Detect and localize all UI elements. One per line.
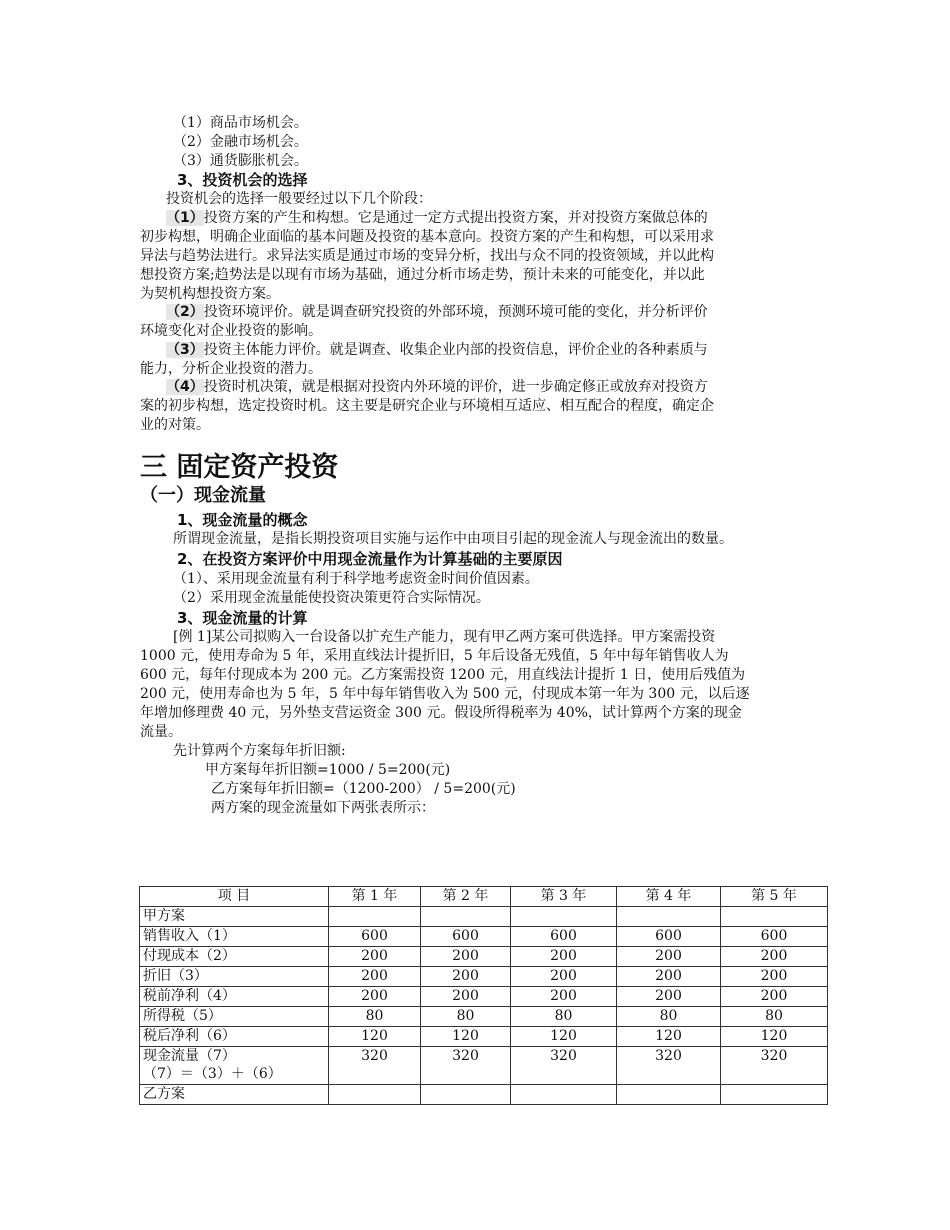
stage-text: 投资环境评价。就是调查研究投资的外部环境，预测环境可能的变化，并分析评价: [203, 304, 708, 320]
row-label: 所得税（5）: [140, 1007, 329, 1027]
section-heading: 3、投资机会的选择: [177, 171, 308, 189]
formula: 甲方案每年折旧额=1000 / 5=200(元): [205, 762, 451, 778]
row-label: [140, 1047, 329, 1085]
plan-label: 甲方案: [140, 907, 329, 927]
table-cell: 200: [721, 987, 828, 1007]
paragraph-line: 能力，分析企业投资的潜力。: [140, 361, 322, 377]
table-row: [140, 1027, 828, 1047]
stage-text: 投资主体能力评价。就是调查、收集企业内部的投资信息，评价企业的各种素质与: [203, 342, 708, 358]
subsection-title: （一）现金流量: [140, 485, 266, 506]
table-cell: 320: [421, 1047, 511, 1085]
table-cell: 120: [511, 1027, 617, 1047]
paragraph-line: 案的初步构想，选定投资时机。这主要是研究企业与环境相互适应、相互配合的程度，确定企: [140, 398, 714, 414]
chapter-title: 三 固定资产投资: [140, 452, 339, 483]
table-cell: 80: [329, 1007, 421, 1027]
paragraph: 所谓现金流量，是指长期投资项目实施与运作中由项目引起的现金流人与现金流出的数量。: [173, 531, 733, 547]
paragraph-line: 业的对策。: [140, 417, 210, 433]
table-cell: 200: [421, 947, 511, 967]
table-row: [140, 967, 828, 987]
table-cell: 200: [511, 947, 617, 967]
table-cell: 200: [721, 947, 828, 967]
table-cell: 200: [511, 967, 617, 987]
table-row: [140, 1047, 828, 1085]
table-cell: 80: [721, 1007, 828, 1027]
paragraph-line: 初步构想，明确企业面临的基本问题及投资的基本意向。投资方案的产生和构想，可以采用求: [140, 229, 714, 245]
stage-number: （1）: [166, 210, 204, 226]
list-item: （1）、采用现金流量有利于科学地考虑资金时间价值因素。: [173, 571, 539, 587]
table-cell: 600: [329, 927, 421, 947]
table-cell: 200: [421, 987, 511, 1007]
column-header: 第 1 年: [329, 887, 421, 907]
paragraph-line: 年增加修理费 40 元，另外垫支营运资金 300 元。假设所得税率为 40%，试计算两个方案的现金: [140, 705, 742, 721]
paragraph-line: 200 元，使用寿命也为 5 年，5 年中每年销售收入为 500 元，付现成本第一年为 300 元，以后逐: [140, 686, 750, 702]
table-cell: 120: [617, 1027, 721, 1047]
opportunity-item: （3）通货膨胀机会。: [173, 153, 308, 169]
row-label: 税后净利（6）: [140, 1027, 329, 1047]
section-heading: 2、在投资方案评价中用现金流量作为计算基础的主要原因: [177, 550, 563, 568]
table-row: [140, 1085, 828, 1105]
table-cell: 320: [329, 1047, 421, 1085]
table-cell: 200: [421, 967, 511, 987]
paragraph: 两方案的现金流量如下两张表所示：: [211, 800, 435, 816]
table-row: [140, 907, 828, 927]
table-cell: 600: [421, 927, 511, 947]
paragraph-line: [166, 378, 708, 397]
table-cell: 120: [421, 1027, 511, 1047]
paragraph-line: 异法与趋势法进行。求异法实质是通过市场的变异分析，找出与众不同的投资领域，并以此构: [140, 248, 714, 264]
opportunity-item: （1）商品市场机会。: [173, 115, 308, 131]
section-heading: 3、现金流量的计算: [177, 609, 308, 627]
row-label: 付现成本（2）: [140, 947, 329, 967]
paragraph-line: [例 1]某公司拟购入一台设备以扩充生产能力，现有甲乙两方案可供选择。甲方案需投资: [173, 629, 716, 645]
paragraph-line: [166, 341, 708, 360]
column-header: 项 目: [140, 887, 329, 907]
table-cell: 600: [617, 927, 721, 947]
row-label: 折旧（3）: [140, 967, 329, 987]
table-cell: 120: [329, 1027, 421, 1047]
stage-text: 投资方案的产生和构想。它是通过一定方式提出投资方案，并对投资方案做总体的: [203, 210, 708, 226]
column-header: 第 5 年: [721, 887, 828, 907]
stage-number: （2）: [166, 304, 204, 320]
table-row: [140, 987, 828, 1007]
table-cell: 320: [617, 1047, 721, 1085]
stage-text: 投资时机决策，就是根据对投资内外环境的评价，进一步确定修正或放弃对投资方: [203, 379, 708, 395]
paragraph: 投资机会的选择一般要经过以下几个阶段：: [166, 191, 432, 207]
table-header-row: [140, 887, 828, 907]
row-label: 税前净利（4）: [140, 987, 329, 1007]
table-cell: 200: [511, 987, 617, 1007]
paragraph-line: 600 元，每年付现成本为 200 元。乙方案需投资 1200 元，用直线法计提折 1 日，使用后残值为: [140, 667, 746, 683]
table-cell: 80: [617, 1007, 721, 1027]
table-row: [140, 927, 828, 947]
table-cell: 200: [721, 967, 828, 987]
table-cell: 120: [721, 1027, 828, 1047]
paragraph-line: [166, 209, 708, 228]
paragraph: 先计算两个方案每年折旧额:: [173, 743, 346, 759]
row-label: 销售收入（1）: [140, 927, 329, 947]
table-cell: 200: [329, 967, 421, 987]
table-cell: 200: [617, 967, 721, 987]
table-row: [140, 947, 828, 967]
table-cell: 320: [721, 1047, 828, 1085]
list-item: （2）采用现金流量能使投资决策更符合实际情况。: [173, 590, 490, 606]
column-header: 第 2 年: [421, 887, 511, 907]
paragraph-line: 流量。: [140, 724, 182, 740]
stage-number: （4）: [166, 379, 204, 395]
table-row: [140, 1007, 828, 1027]
table-cell: 80: [511, 1007, 617, 1027]
opportunity-item: （2）金融市场机会。: [173, 134, 308, 150]
table-cell: 200: [329, 947, 421, 967]
paragraph-line: 为契机构想投资方案。: [140, 286, 280, 302]
column-header: 第 3 年: [511, 887, 617, 907]
table-cell: 200: [329, 987, 421, 1007]
row-label-line: 现金流量（7）: [143, 1048, 236, 1064]
plan-label: 乙方案: [140, 1085, 329, 1105]
row-label-line: （7）＝（3）＋（6）: [143, 1066, 282, 1082]
cash-flow-table: [139, 886, 828, 1105]
table-cell: 600: [511, 927, 617, 947]
table-cell: 200: [617, 947, 721, 967]
column-header: 第 4 年: [617, 887, 721, 907]
table-cell: 600: [721, 927, 828, 947]
paragraph-line: [166, 303, 708, 322]
table-cell: 320: [511, 1047, 617, 1085]
section-heading: 1、现金流量的概念: [177, 511, 308, 529]
table-cell: 80: [421, 1007, 511, 1027]
table-cell: 200: [617, 987, 721, 1007]
paragraph-line: 1000 元，使用寿命为 5 年，采用直线法计提折旧，5 年后设备无残值，5 年中每年销售收人为: [140, 648, 729, 664]
stage-number: （3）: [166, 342, 204, 358]
formula: 乙方案每年折旧额=（1200-200） / 5=200(元): [211, 781, 516, 797]
paragraph-line: 想投资方案;趋势法是以现有市场为基础，通过分析市场走势，预计未来的可能变化，并以此: [140, 267, 705, 283]
paragraph-line: 环境变化对企业投资的影响。: [140, 323, 322, 339]
